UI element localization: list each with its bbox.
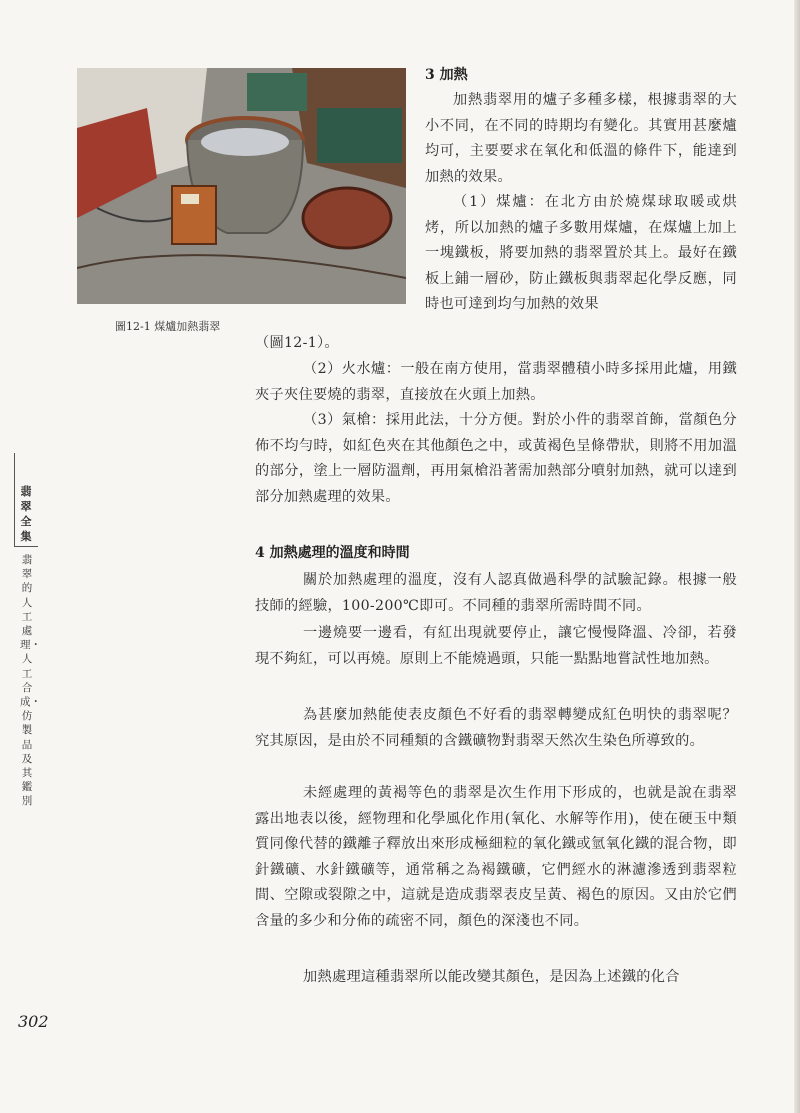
section-4-heading: 4 加熱處理的溫度和時間	[255, 545, 410, 561]
section-3-heading: 3 加熱	[425, 67, 468, 83]
page-edge	[794, 0, 800, 1113]
figure-caption: 圖12-1 煤爐加熱翡翠	[115, 320, 221, 333]
paragraph: 未經處理的黃褐等色的翡翠是次生作用下形成的，也就是說在翡翠露出地表以後，經物理和化學風化作用(氧化、水解等作用)，使在硬玉中類質同像代替的鐵離子釋放出來形成極細粒的氧化鐵或氫氧化鐵的混合物，即針鐵礦、水針鐵礦等，通常稱之為褐鐵礦，它們經水的淋濾滲透到翡翠粒間、空隙或裂隙之中，這就是造成翡翠表皮呈黃、褐色的原因。又由於它們含量的多少和分佈的疏密不同，顏色的深淺也不同。	[255, 785, 737, 929]
coal-stove-photo	[77, 68, 406, 304]
paragraph: （圖12-1）。	[255, 335, 339, 351]
paragraph: 加熱翡翠用的爐子多種多樣，根據翡翠的大小不同，在不同的時期均有變化。其實用甚麼爐均可，主要要求在氧化和低溫的條件下，能達到加熱的效果。	[425, 92, 737, 185]
sidebar-rule	[14, 546, 38, 547]
paragraph: 一邊燒要一邊看，有紅出現就要停止，讓它慢慢降溫、冷卻，若發現不夠紅，可以再燒。原則上不能燒過頭，只能一點點地嘗試性地加熱。	[255, 625, 737, 667]
book-title: 翡翠全集	[20, 485, 32, 543]
paragraph: 關於加熱處理的溫度，沒有人認真做過科學的試驗記錄。根據一般技師的經驗，100-200℃即可。不同種的翡翠所需時間不同。	[255, 572, 737, 614]
paragraph: （2）火水爐：一般在南方使用，當翡翠體積小時多採用此爐，用鐵夾子夾住要燒的翡翠，直接放在火頭上加熱。	[255, 361, 737, 403]
page-number: 302	[18, 1012, 49, 1031]
paragraph: （1）煤爐：在北方由於燒煤球取暖或烘烤，所以加熱的爐子多數用煤爐，在煤爐上加上一塊鐵板，將要加熱的翡翠置於其上。最好在鐵板上鋪一層砂，防止鐵板與翡翠起化學反應，同時也可達到均勻加熱的效果	[425, 194, 737, 312]
sidebar-rule	[14, 453, 15, 547]
chapter-title: 翡翠的人工處理・人工合成・仿製品及其鑑別	[20, 554, 41, 808]
figure-photo	[77, 68, 406, 304]
paragraph: 為甚麼加熱能使表皮顏色不好看的翡翠轉變成紅色明快的翡翠呢？究其原因，是由於不同種類的含鐵礦物對翡翠天然次生染色所導致的。	[255, 707, 737, 749]
paragraph: （3）氣槍：採用此法，十分方便。對於小件的翡翠首飾，當顏色分佈不均勻時，如紅色夾在其他顏色之中，或黃褐色呈條帶狀，則將不用加溫的部分，塗上一層防溫劑，再用氣槍沿著需加熱部分噴射加熱，就可以達到部分加熱處理的效果。	[255, 412, 737, 505]
paragraph: 加熱處理這種翡翠所以能改變其顏色，是因為上述鐵的化合	[303, 969, 680, 985]
